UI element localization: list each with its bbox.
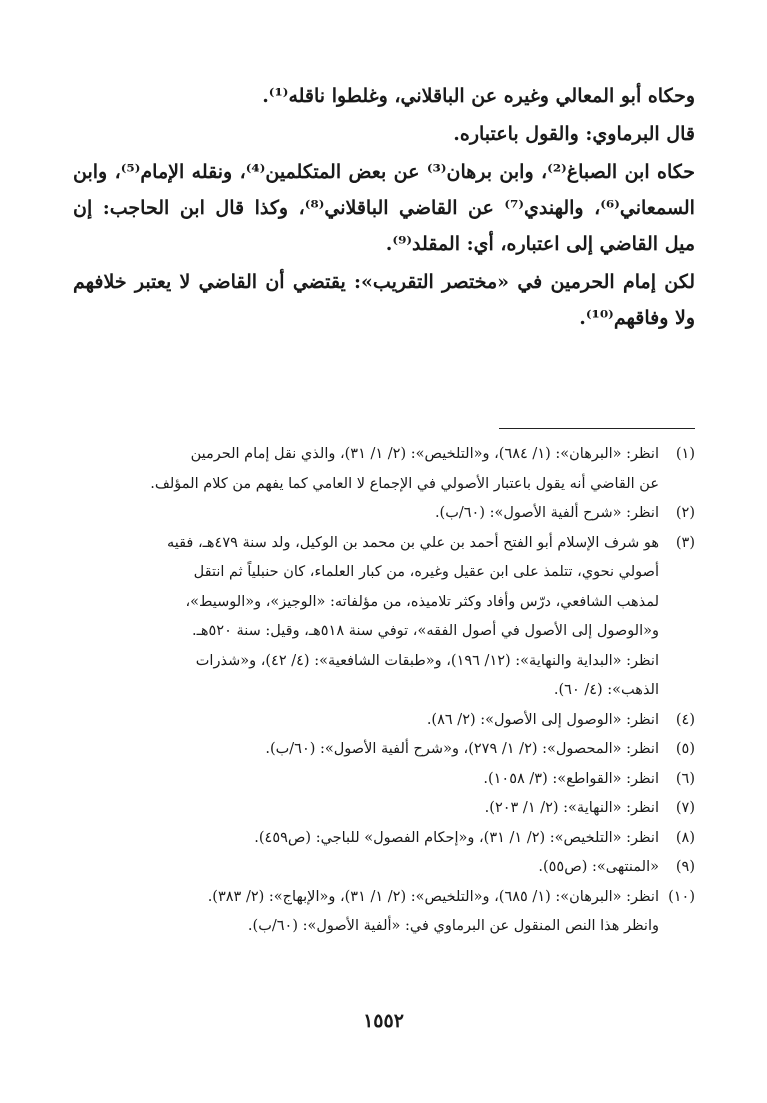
footnote — [73, 706, 695, 736]
footnote-line: انظر: «البداية والنهاية»: (١٢/ ١٩٦)، و«طبقات الشافعية»: (٤/ ٤٢)، و«شذرات — [195, 652, 659, 669]
footnote-line: انظر: «البرهان»: (١/ ٦٨٥)، و«التلخيص»: (٢/ ١/ ٣١)، و«الإبهاج»: (٢/ ٣٨٣). — [207, 888, 659, 905]
footnote-text — [73, 794, 659, 824]
footnote-number: (١٠) — [668, 888, 695, 905]
main-text — [73, 78, 695, 336]
footnote-line: و«الوصول إلى الأصول في أصول الفقه»، توفي سنة ٥١٨هـ، وقيل: سنة ٥٢٠هـ. — [191, 623, 659, 639]
footnote — [73, 883, 695, 942]
footnote-number: (٥) — [675, 741, 695, 757]
footnote-text — [73, 765, 659, 795]
footnote-number: (٢) — [675, 505, 695, 521]
footnote-text — [73, 883, 659, 942]
footnote-line: انظر: «شرح ألفية الأصول»: (٦٠/ب). — [434, 505, 659, 521]
footnote — [73, 765, 695, 795]
footnote — [73, 794, 695, 824]
footnote-number: (٩) — [675, 859, 695, 875]
footnote-line: انظر: «الوصول إلى الأصول»: (٢/ ٨٦). — [426, 711, 659, 728]
footnote-number: (١) — [675, 446, 695, 462]
footnote-separator — [499, 428, 695, 429]
footnote — [73, 499, 695, 529]
footnote-line: هو شرف الإسلام أبو الفتح أحمد بن علي بن محمد بن الوكيل، ولد سنة ٤٧٩هـ، فقيه — [166, 534, 659, 551]
footnote-line: «المنتهى»: (ص٥٥). — [538, 859, 659, 875]
footnote — [73, 735, 695, 765]
footnote-text — [73, 499, 659, 529]
footnote-line: انظر: «القواطع»: (٣/ ١٠٥٨). — [483, 770, 659, 787]
footnote-text — [73, 440, 659, 499]
footnote-line: انظر: «التلخيص»: (٢/ ١/ ٣١)، و«إحكام الفصول» للباجي: (ص٤٥٩). — [254, 829, 659, 846]
footnote-number: (٧) — [675, 800, 695, 816]
footnote-number: (٤) — [675, 711, 695, 728]
footnote-number: (٨) — [675, 829, 695, 846]
footnote-text — [73, 853, 659, 883]
page-number: ١٥٥٢ — [363, 1010, 404, 1032]
footnote-line: انظر: «البرهان»: (١/ ٦٨٤)، و«التلخيص»: (٢/ ١/ ٣١)، والذي نقل إمام الحرمين — [190, 446, 659, 462]
footnote-line: وانظر هذا النص المنقول عن البرماوي في: «ألفية الأصول»: (٦٠/ب). — [247, 918, 659, 934]
footnote-text — [73, 529, 659, 706]
footnote-text — [73, 706, 659, 736]
footnote-number: (٦) — [675, 770, 695, 787]
paragraph: لكن إمام الحرمين في «مختصر التقريب»: يقتضي أن القاضي لا يعتبر خلافهم ولا وفاقهم⁽¹⁰⁾. — [73, 271, 695, 329]
footnote-line: عن القاضي أنه يقول باعتبار الأصولي في الإجماع لا العامي كما يفهم من كلام المؤلف. — [150, 475, 659, 492]
paragraph: وحكاه أبو المعالي وغيره عن الباقلاني، وغلطوا ناقله⁽¹⁾. — [262, 85, 695, 107]
footnote-line: لمذهب الشافعي، درّس وأفاد وكثر تلاميذه، من مؤلفاته: «الوجيز»، و«الوسيط»، — [185, 593, 659, 610]
footnote-line: انظر: «النهاية»: (٢/ ١/ ٢٠٣). — [484, 800, 659, 816]
footnote — [73, 853, 695, 883]
footnote-line: أصولي نحوي، تتلمذ على ابن عقيل وغيره، من كبار العلماء، كان حنبلياً ثم انتقل — [193, 564, 659, 580]
footnote-line: انظر: «المحصول»: (٢/ ١/ ٢٧٩)، و«شرح ألفية الأصول»: (٦٠/ب). — [265, 741, 659, 757]
footnote-text — [73, 735, 659, 765]
paragraph: حكاه ابن الصباغ⁽²⁾، وابن برهان⁽³⁾ عن بعض المتكلمين⁽⁴⁾، ونقله الإمام⁽⁵⁾، وابن السمعاني⁽⁶⁾، والهندي⁽⁷⁾ عن القاضي الباقلاني⁽⁸⁾، وكذا قال ابن الحاجب: إن ميل القاضي إلى اعتباره، أي: المقلد⁽⁹⁾. — [73, 161, 696, 255]
footnote — [73, 529, 695, 706]
footnotes — [73, 440, 695, 942]
footnote-text — [73, 824, 659, 854]
footnote-line: الذهب»: (٤/ ٦٠). — [553, 682, 659, 698]
footnote-number: (٣) — [675, 534, 695, 551]
paragraph: قال البرماوي: والقول باعتباره. — [453, 123, 695, 145]
footnote — [73, 440, 695, 499]
footnote — [73, 824, 695, 854]
